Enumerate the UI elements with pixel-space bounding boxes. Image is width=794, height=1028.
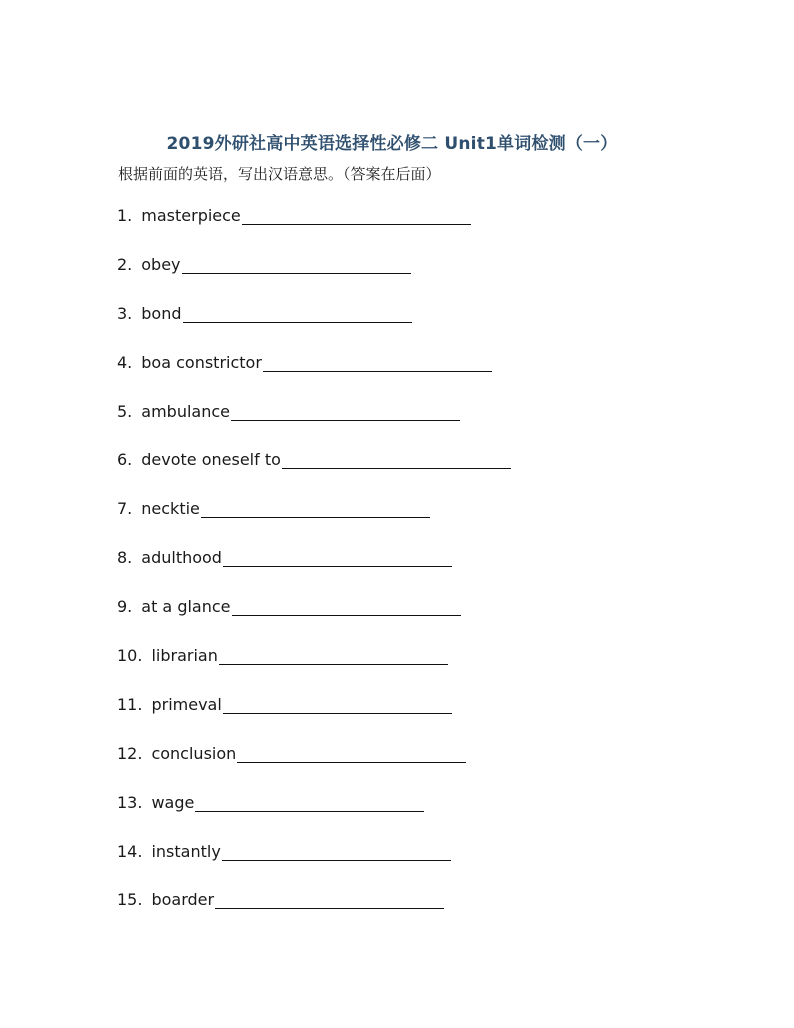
item-word: necktie xyxy=(141,499,200,519)
vocabulary-item xyxy=(117,742,677,791)
item-number: 9. xyxy=(117,597,133,617)
answer-blank xyxy=(201,497,430,518)
vocabulary-item xyxy=(117,888,677,937)
item-word: bond xyxy=(141,303,182,323)
vocabulary-item xyxy=(117,595,677,644)
item-word: instantly xyxy=(151,841,221,861)
answer-blank xyxy=(232,595,461,616)
item-word: wage xyxy=(151,792,195,812)
vocabulary-item xyxy=(117,791,677,840)
item-number: 10. xyxy=(117,646,143,666)
answer-blank xyxy=(223,693,452,714)
vocabulary-list xyxy=(117,204,677,937)
item-number: 6. xyxy=(117,450,133,470)
item-number: 14. xyxy=(117,841,143,861)
item-word: conclusion xyxy=(151,743,237,763)
item-number: 7. xyxy=(117,499,133,519)
item-number: 3. xyxy=(117,303,133,323)
item-word: obey xyxy=(141,254,181,274)
vocabulary-item xyxy=(117,302,677,351)
title-text: 2019外研社高中英语选择性必修二 Unit1单词检测（一） xyxy=(166,134,618,154)
answer-blank xyxy=(215,888,444,909)
answer-blank xyxy=(231,400,460,421)
vocabulary-item xyxy=(117,204,677,253)
vocabulary-item xyxy=(117,253,677,302)
answer-blank xyxy=(263,351,492,372)
vocabulary-item xyxy=(117,644,677,693)
item-word: at a glance xyxy=(141,597,231,617)
instruction-text: 根据前面的英语，写出汉语意思。（答案在后面） xyxy=(118,165,441,183)
item-number: 15. xyxy=(117,890,143,910)
item-number: 11. xyxy=(117,694,143,714)
answer-blank xyxy=(183,302,412,323)
item-number: 12. xyxy=(117,743,143,763)
answer-blank xyxy=(237,742,466,763)
item-number: 5. xyxy=(117,401,133,421)
answer-blank xyxy=(182,253,411,274)
answer-blank xyxy=(219,644,448,665)
answer-blank xyxy=(242,204,471,225)
item-word: ambulance xyxy=(141,401,230,421)
vocabulary-item xyxy=(117,693,677,742)
item-word: adulthood xyxy=(141,548,222,568)
item-word: devote oneself to xyxy=(141,450,281,470)
item-number: 4. xyxy=(117,352,133,372)
item-word: boarder xyxy=(151,890,215,910)
vocabulary-item xyxy=(117,546,677,595)
vocabulary-item xyxy=(117,497,677,546)
vocabulary-item xyxy=(117,448,677,497)
item-word: primeval xyxy=(151,694,222,714)
vocabulary-item xyxy=(117,351,677,400)
item-word: masterpiece xyxy=(141,206,241,225)
item-word: boa constrictor xyxy=(141,352,262,372)
vocabulary-item xyxy=(117,400,677,449)
answer-blank xyxy=(195,791,424,812)
answer-blank xyxy=(222,840,451,861)
item-number: 1. xyxy=(117,206,133,225)
page-title xyxy=(0,129,794,154)
item-number: 8. xyxy=(117,548,133,568)
answer-blank xyxy=(282,448,511,469)
answer-blank xyxy=(223,546,452,567)
item-word: librarian xyxy=(151,646,218,666)
vocabulary-item xyxy=(117,840,677,889)
item-number: 13. xyxy=(117,792,143,812)
item-number: 2. xyxy=(117,254,133,274)
